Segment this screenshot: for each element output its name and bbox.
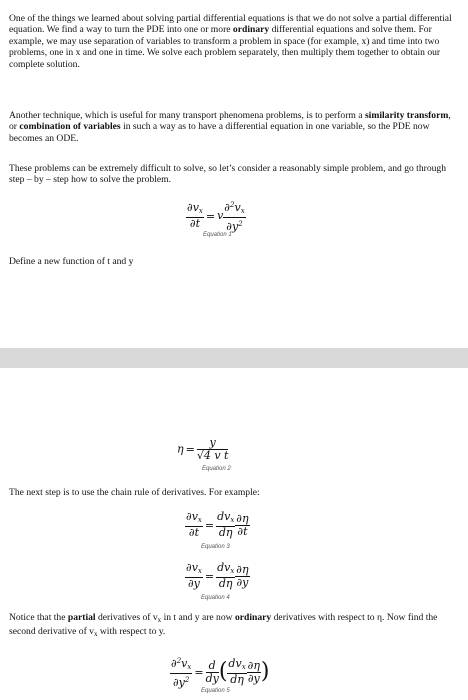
notice-text-3: in t and y are now <box>161 612 235 623</box>
similarity-bold-2: combination of variables <box>19 121 121 133</box>
notice-text-5: with respect to y. <box>97 626 166 638</box>
similarity-text-3: in such a way as to have a differential equation in one variable, so the PDE now becomes an ODE. <box>9 121 430 144</box>
paragraph-intro <box>9 13 461 70</box>
equation-1-label: Equation 1 <box>203 232 232 238</box>
notice-sub-2: x <box>93 630 98 639</box>
equation-3: $\frac{\partial v_x}{\partial t}$ = $\frac{dv_x}{d\eta}$ $\frac{\partial\eta}{\partial t}$ <box>186 510 249 539</box>
similarity-text-1: Another technique, which is useful for many transport phenomena problems, is to perform a <box>9 110 365 121</box>
intro-text-2: differential equations and solve them. For example, we may use separation of variables to transform a problem in space (for example, x) and time into two problems, one in x and one in time. We solve each problem separately, then multiply them together to obtain our complete solution. <box>9 24 441 70</box>
equation-4: $\frac{\partial v_x}{\partial y}$ = $\frac{dv_x}{d\eta}$ $\frac{\partial\eta}{\partial y}$ <box>186 561 249 590</box>
separator-band <box>0 348 468 368</box>
similarity-bold-1: similarity transform <box>364 110 449 121</box>
similarity-text-2: , or <box>9 110 451 133</box>
equation-2-label: Equation 2 <box>202 466 231 472</box>
notice-sub-1: x <box>157 616 162 624</box>
equation-1: $\frac{\partial v_x}{\partial t}$ = v $\frac{\partial^2v_x}{\partial y^2}$ <box>187 201 245 233</box>
equation-3-label: Equation 3 <box>201 544 230 550</box>
notice-bold-partial: partial <box>67 612 96 623</box>
notice-bold-ordinary: ordinary <box>234 612 272 623</box>
notice-text-2: derivatives of v <box>95 612 158 623</box>
chain-rule-text: The next step is to use the chain rule of derivatives. For example: <box>9 487 260 498</box>
equation-4-label: Equation 4 <box>201 595 230 601</box>
define-text: Define a new function of t and y <box>9 256 134 267</box>
paragraph-problems: These problems can be extremely difficult to solve, so let’s consider a reasonably simple problem, and go through step – by – step how to solve the problem. <box>9 163 447 186</box>
intro-bold-ordinary: ordinary <box>232 24 270 36</box>
equation-5-label: Equation 5 <box>201 688 230 694</box>
paragraph-notice <box>9 612 461 641</box>
notice-text-4: derivatives with respect to η. Now find the second derivative of v <box>9 612 438 638</box>
equation-2: η = $\frac{y}{\text{√4 v t}}$ <box>177 436 229 462</box>
notice-text-1: Notice that the <box>9 612 68 623</box>
paragraph-similarity <box>9 110 461 144</box>
intro-text-1: One of the things we learned about solving partial differential equations is that we do not solve a partial differential equation. We find a way to turn the PDE into one or more <box>9 13 452 36</box>
equation-5: $\frac{\partial^2v_x}{\partial y^2}$ = $\frac{d}{dy}$ ( $\frac{dv_x}{d\eta}$ $\frac{\partial\eta}{\partial y}$ ) <box>171 657 270 689</box>
